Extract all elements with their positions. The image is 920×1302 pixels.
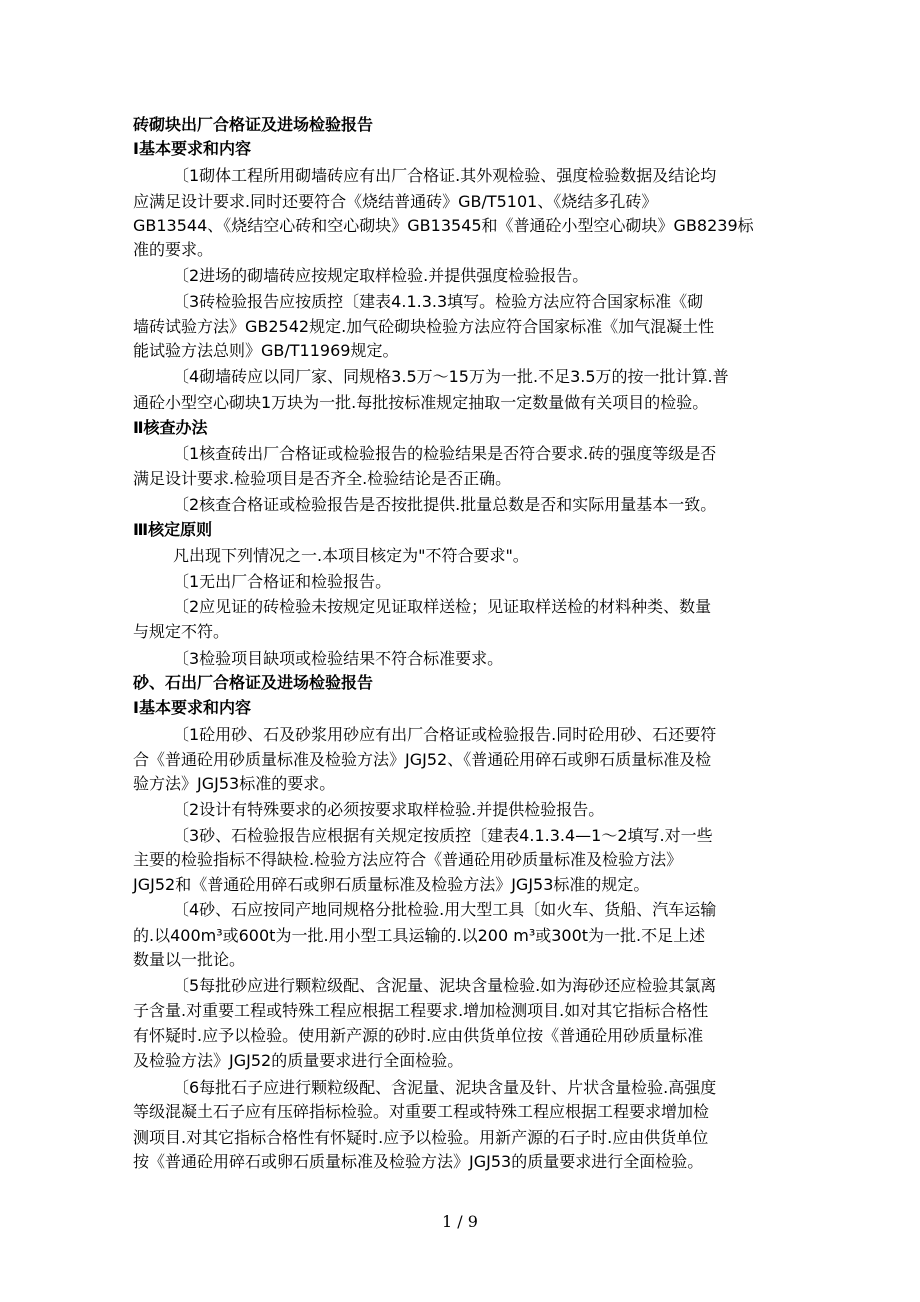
paragraph-line: 凡出现下列情况之一.本项目核定为"不符合要求"。	[173, 546, 529, 565]
page-number: 1 / 9	[442, 1212, 478, 1231]
section-heading: 砖砌块出厂合格证及进场检验报告	[133, 115, 374, 134]
paragraph-line: 墙砖试验方法》GB2542规定.加气砼砌块检验方法应符合国家标准《加气混凝土性	[133, 317, 715, 336]
paragraph-line: 〔1砌体工程所用砌墙砖应有出厂合格证.其外观检验、强度检验数据及结论均	[173, 166, 717, 185]
paragraph-line: 应满足设计要求.同时还要符合《烧结普通砖》GB/T5101、《烧结多孔砖》	[133, 192, 658, 211]
paragraph-line: JGJ52和《普通砼用碎石或卵石质量标准及检验方法》JGJ53标准的规定。	[133, 875, 650, 894]
paragraph-line: 〔1砼用砂、石及砂浆用砂应有出厂合格证或检验报告.同时砼用砂、石还要符	[173, 725, 717, 744]
section-heading: Ⅲ核定原则	[133, 520, 213, 539]
paragraph-line: 〔2核查合格证或检验报告是否按批提供.批量总数是否和实际用量基本一致。	[173, 495, 717, 514]
section-heading: Ⅰ基本要求和内容	[133, 139, 251, 158]
paragraph-line: 按《普通砼用碎石或卵石质量标准及检验方法》JGJ53的质量要求进行全面检验。	[133, 1152, 704, 1171]
paragraph-line: 通砼小型空心砌块1万块为一批.每批按标准规定抽取一定数量做有关项目的检验。	[133, 393, 709, 412]
paragraph-line: 〔4砂、石应按同产地同规格分批检验.用大型工具〔如火车、货船、汽车运输	[173, 900, 717, 919]
paragraph-line: 〔6每批石子应进行颗粒级配、含泥量、泥块含量及针、片状含量检验.高强度	[173, 1078, 717, 1097]
section-heading: Ⅰ基本要求和内容	[133, 698, 251, 717]
paragraph-line: 等级混凝土石子应有压碎指标检验。对重要工程或特殊工程应根据工程要求增加检	[133, 1102, 710, 1121]
paragraph-line: 〔5每批砂应进行颗粒级配、含泥量、泥块含量检验.如为海砂还应检验其氯离	[173, 976, 717, 995]
paragraph-line: 满足设计要求.检验项目是否齐全.检验结论是否正确。	[133, 469, 512, 488]
paragraph-line: 验方法》JGJ53标准的要求。	[133, 774, 336, 793]
paragraph-line: 〔2设计有特殊要求的必须按要求取样检验.并提供检验报告。	[173, 800, 605, 819]
paragraph-line: 主要的检验指标不得缺检.检验方法应符合《普通砼用砂质量标准及检验方法》	[133, 850, 683, 869]
paragraph-line: 〔2应见证的砖检验未按规定见证取样送检；见证取样送检的材料种类、数量	[173, 597, 712, 616]
paragraph-line: 有怀疑时.应予以检验。使用新产源的砂时.应由供货单位按《普通砼用砂质量标准	[133, 1026, 704, 1045]
paragraph-line: 数量以一批论。	[133, 950, 246, 969]
paragraph-line: 〔3检验项目缺项或检验结果不符合标准要求。	[173, 649, 504, 668]
paragraph-line: 〔3砖检验报告应按质控〔建表4.1.3.3填写。检验方法应符合国家标准《砌	[173, 292, 704, 311]
paragraph-line: 〔3砂、石检验报告应根据有关规定按质控〔建表4.1.3.4—1～2填写.对一些	[173, 826, 713, 845]
paragraph-line: GB13544、《烧结空心砖和空心砌块》GB13545和《普通砼小型空心砌块》GB8239标	[133, 216, 754, 235]
paragraph-line: 测项目.对其它指标合格性有怀疑时.应予以检验。用新产源的石子时.应由供货单位	[133, 1128, 709, 1147]
paragraph-line: 合《普通砼用砂质量标准及检验方法》JGJ52、《普通砼用碎石或卵石质量标准及检	[133, 750, 712, 769]
paragraph-line: 子含量.对重要工程或特殊工程应根据工程要求.增加检测项目.如对其它指标合格性	[133, 1001, 709, 1020]
paragraph-line: 准的要求。	[133, 240, 214, 259]
paragraph-line: 能试验方法总则》GB/T11969规定。	[133, 341, 399, 360]
paragraph-line: 的.以400m³或600t为一批.用小型工具运输的.以200 m³或300t为一批.不足上述	[133, 926, 706, 945]
paragraph-line: 〔2进场的砌墙砖应按规定取样检验.并提供强度检验报告。	[173, 266, 589, 285]
paragraph-line: 与规定不符。	[133, 622, 230, 641]
paragraph-line: 〔1核查砖出厂合格证或检验报告的检验结果是否符合要求.砖的强度等级是否	[173, 444, 717, 463]
paragraph-line: 〔4砌墙砖应以同厂家、同规格3.5万～15万为一批.不足3.5万的按一批计算.普	[173, 367, 729, 386]
paragraph-line: 及检验方法》JGJ52的质量要求进行全面检验。	[133, 1051, 464, 1070]
section-heading: Ⅱ核查办法	[133, 418, 208, 437]
section-heading: 砂、石出厂合格证及进场检验报告	[133, 673, 374, 692]
paragraph-line: 〔1无出厂合格证和检验报告。	[173, 572, 392, 591]
